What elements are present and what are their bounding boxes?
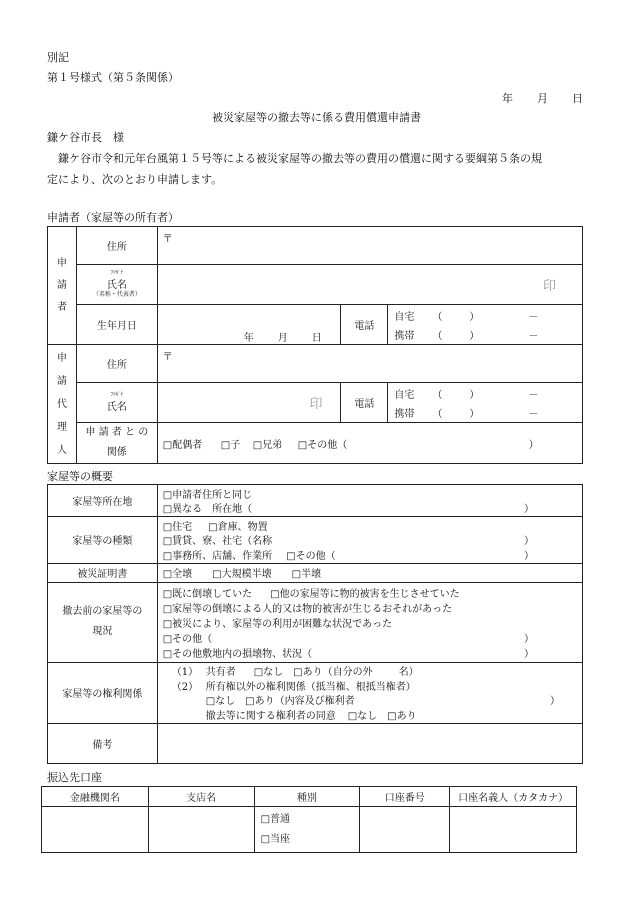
bank-table xyxy=(41,786,577,853)
pre-removal-state-label: 撤去前の家屋等の 現況 xyxy=(48,582,158,662)
account-holder-header: 口座名義人（カタカナ） xyxy=(450,787,577,807)
relation-sibling-checkbox[interactable]: □兄弟 xyxy=(252,440,283,451)
remarks-label: 備考 xyxy=(48,723,158,763)
relation-spouse-checkbox[interactable]: □配偶者 xyxy=(162,440,203,451)
applicant-birth-label: 生年月日 xyxy=(76,305,157,345)
coowner-none-checkbox[interactable]: □なし xyxy=(253,667,284,679)
agent-name-label: ﾌﾘｶﾞﾅ 氏名 xyxy=(76,383,157,423)
intro-text-line2: 定により、次のとおり申請します。 xyxy=(47,173,223,186)
consent-yes-checkbox[interactable]: □あり xyxy=(387,710,417,722)
applicant-name-label: ﾌﾘｶﾞﾅ 氏名 （名称・代表者） xyxy=(76,265,157,305)
postal-mark: 〒 xyxy=(162,234,173,245)
coowner-yes-checkbox[interactable]: □あり（自分の外 xyxy=(293,667,373,679)
seal-mark: 印 xyxy=(309,397,323,412)
applicant-address-field[interactable] xyxy=(157,227,582,265)
location-different-checkbox[interactable]: □異なる 所在地（ xyxy=(162,504,253,516)
remarks-field[interactable] xyxy=(157,723,582,763)
applicant-phone-field[interactable]: 自宅 （ ） － 携帯 （ ） － xyxy=(388,305,583,345)
rights-label: 家屋等の権利関係 xyxy=(48,662,158,723)
rights-field[interactable]: （1） 共有者 □なし □あり（自分の外 名） （2） 所有権以外の権利関係（抵当権、根抵当権者） □なし □あり（内容及び権利者 ） 撤去等に関する権利者の同意 □なし □あり xyxy=(157,662,582,723)
disaster-cert-field[interactable] xyxy=(157,563,582,582)
cert-half-checkbox[interactable]: □半壊 xyxy=(291,569,322,580)
state-risk-checkbox[interactable]: □家屋等の倒壊による人的又は物的被害が生じるおそれがあった xyxy=(162,603,453,615)
state-debris-checkbox[interactable]: □その他敷地内の損壊物、状況（ xyxy=(162,648,313,660)
applicant-phone-label: 電話 xyxy=(341,305,388,345)
applicant-birth-field[interactable]: 年 月 日 xyxy=(157,305,341,345)
agent-relation-label: 申 請 者 と の 関係 xyxy=(76,423,157,464)
house-type-field[interactable]: □住宅 □倉庫、物置 □賃貸、寮、社宅（名称 ） □事務所、店舗、作業所 □その他（ ） xyxy=(157,517,582,564)
house-type-label: 家屋等の種類 xyxy=(48,517,158,564)
cert-full-checkbox[interactable]: □全壊 xyxy=(162,569,193,580)
account-holder-field[interactable] xyxy=(450,807,577,853)
type-warehouse-checkbox[interactable]: □倉庫、物置 xyxy=(208,521,268,533)
agent-side-label: 申 請 代 理 人 xyxy=(48,345,77,464)
branch-name-field[interactable] xyxy=(148,807,254,853)
besshi-label: 別記 xyxy=(47,51,69,64)
house-location-label: 家屋等所在地 xyxy=(48,485,158,517)
disaster-cert-label: 被災証明書 xyxy=(48,563,158,582)
agent-phone-label: 電話 xyxy=(341,383,388,423)
applicant-table xyxy=(47,226,583,464)
state-other-checkbox[interactable]: □その他（ xyxy=(162,633,213,645)
applicant-address-label: 住所 xyxy=(76,227,157,265)
mortgage-yes-checkbox[interactable]: □あり（内容及び権利者 xyxy=(245,696,355,708)
account-type-field[interactable] xyxy=(254,807,360,853)
intro-text-line1: 鎌ケ谷市令和元年台風第１５号等による被災家屋等の撤去等の費用の償還に関する要綱第５条の規 xyxy=(58,152,542,165)
agent-address-field[interactable] xyxy=(157,345,582,383)
form-number: 第１号様式（第５条関係） xyxy=(47,71,179,84)
house-location-field[interactable]: □申請者住所と同じ □異なる 所在地（ ） xyxy=(157,485,582,517)
house-section-title: 家屋等の概要 xyxy=(47,470,113,483)
agent-phone-field[interactable]: 自宅 （ ） － 携帯 （ ） － xyxy=(388,383,583,423)
agent-address-label: 住所 xyxy=(76,345,157,383)
account-type-header: 種別 xyxy=(254,787,360,807)
page-title: 被災家屋等の撤去等に係る費用償還申請書 xyxy=(212,111,421,124)
state-damage-others-checkbox[interactable]: □他の家屋等に物的被害を生じさせていた xyxy=(270,588,460,600)
cert-large-checkbox[interactable]: □大規模半壊 xyxy=(212,569,272,580)
date-year-label: 年 xyxy=(502,92,513,105)
state-unusable-checkbox[interactable]: □被災により、家屋等の利用が困難な状況であった xyxy=(162,618,393,630)
consent-none-checkbox[interactable]: □なし xyxy=(347,710,378,722)
type-house-checkbox[interactable]: □住宅 xyxy=(162,521,193,533)
agent-name-field[interactable] xyxy=(157,383,341,423)
relation-other-checkbox[interactable]: □その他（ xyxy=(297,440,348,451)
applicant-side-label: 申 請 者 xyxy=(48,227,77,345)
branch-name-header: 支店名 xyxy=(148,787,254,807)
pre-removal-state-field[interactable]: □既に倒壊していた □他の家屋等に物的被害を生じさせていた □家屋等の倒壊による人的又は物的被害が生じるおそれがあった □被災により、家屋等の利用が困難な状況であった □その他（ ） □その他敷地内の損壊物、状況（ ） xyxy=(157,582,582,662)
applicant-name-field[interactable] xyxy=(157,265,582,305)
type-other-checkbox[interactable]: □その他（ xyxy=(286,550,336,562)
addressee: 鎌ケ谷市長 様 xyxy=(47,131,124,144)
bank-name-header: 金融機関名 xyxy=(42,787,149,807)
seal-mark: 印 xyxy=(542,279,556,294)
date-day-label: 日 xyxy=(572,92,583,105)
postal-mark: 〒 xyxy=(162,352,173,363)
location-same-checkbox[interactable]: □申請者住所と同じ xyxy=(162,489,253,501)
relation-child-checkbox[interactable]: □子 xyxy=(220,440,241,451)
date-month-label: 月 xyxy=(537,92,548,105)
type-office-checkbox[interactable]: □事務所、店舗、作業所 xyxy=(162,550,273,562)
applicant-section-title: 申請者（家屋等の所有者） xyxy=(47,211,179,224)
type-rental-checkbox[interactable]: □賃貸、寮、社宅（名称 xyxy=(162,536,273,548)
state-collapsed-checkbox[interactable]: □既に倒壊していた xyxy=(162,588,253,600)
account-number-header: 口座番号 xyxy=(360,787,450,807)
account-number-field[interactable] xyxy=(360,807,450,853)
type-normal-checkbox[interactable]: □普通 xyxy=(260,813,291,825)
bank-section-title: 振込先口座 xyxy=(47,771,102,784)
agent-relation-field[interactable]: □配偶者 □子 □兄弟 □その他（ ） xyxy=(157,423,582,464)
type-current-checkbox[interactable]: □当座 xyxy=(260,833,291,845)
bank-name-field[interactable] xyxy=(42,807,149,853)
mortgage-none-checkbox[interactable]: □なし xyxy=(205,696,236,708)
house-table xyxy=(47,484,583,764)
